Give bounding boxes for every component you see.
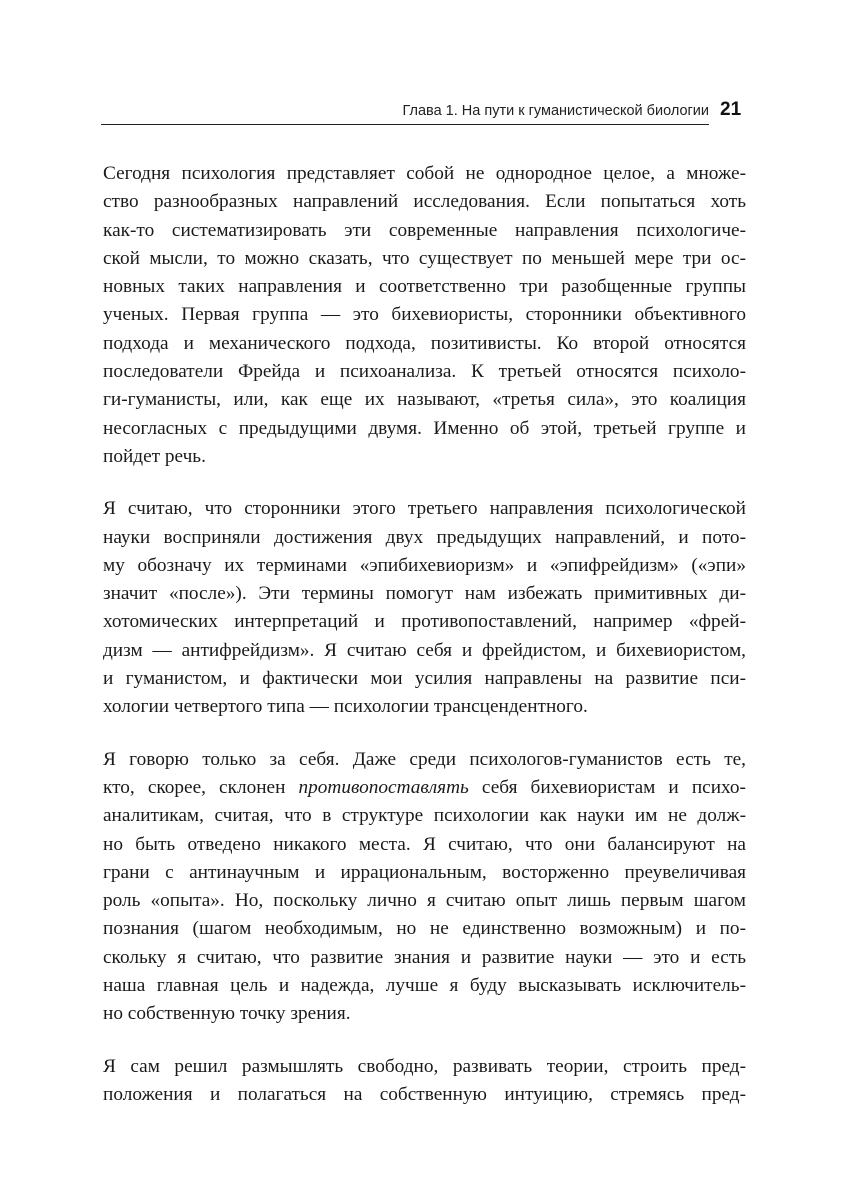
text-line: скольку я считаю, что развитие знания и развитие науки — это и есть (103, 946, 746, 968)
text-line: ученых. Первая группа — это бихевиористы, сторонники объективного (103, 304, 746, 326)
text-line: несогласных с предыдущими двумя. Именно об этой, третьей группе и (103, 417, 746, 439)
body-text (103, 160, 746, 1133)
text-line: аналитикам, считая, что в структуре психологии как науки им не долж- (103, 805, 746, 827)
text-line-with-emphasis (103, 774, 746, 802)
text-line: науки восприняли достижения двух предыдущих направлений, и пото- (103, 526, 746, 548)
text-line: но собственную точку зрения. (103, 1003, 351, 1025)
text-line: познания (шагом необходимым, но не единственно возможным) и по- (103, 918, 746, 940)
paragraph-1 (103, 160, 746, 471)
text-line: подхода и механического подхода, позитивисты. Ко второй относятся (103, 332, 746, 354)
text-line: ги-гуманисты, или, как еще их называют, «третья сила», это коалиция (103, 389, 746, 411)
text-line: последователи Фрейда и психоанализа. К третьей относятся психоло- (103, 361, 746, 383)
text-line: Я сам решил размышлять свободно, развивать теории, строить пред- (103, 1055, 746, 1077)
text-line: хологии четвертого типа — психологии трансцендентного. (103, 696, 588, 718)
text-line: значит «после»). Эти термины помогут нам избежать примитивных ди- (103, 583, 746, 605)
text-line: как-то систематизировать эти современные направления психологиче- (103, 219, 746, 241)
text-line: дизм — антифрейдизм». Я считаю себя и фрейдистом, и бихевиористом, (103, 639, 746, 661)
text-line: наша главная цель и надежда, лучше я буду высказывать исключитель- (103, 975, 746, 997)
text-line: ство разнообразных направлений исследования. Если попытаться хоть (103, 191, 746, 213)
running-title: Глава 1. На пути к гуманистической биологии (402, 103, 709, 119)
text-line: грани с антинаучным и иррациональным, восторженно преувеличивая (103, 861, 746, 883)
text-segment: кто, скорее, склонен (103, 776, 299, 798)
text-line: Я считаю, что сторонники этого третьего направления психологической (103, 498, 746, 520)
paragraph-2 (103, 495, 746, 721)
emphasized-word: противопоставлять (298, 776, 469, 798)
page-number: 21 (720, 99, 742, 120)
text-line: новных таких направления и соответственно три разобщенные группы (103, 276, 746, 298)
text-line: но быть отведено никакого места. Я считаю, что они балансируют на (103, 833, 746, 855)
text-line: ской мысли, то можно сказать, что существует по меньшей мере три ос- (103, 247, 746, 269)
text-line: положения и полагаться на собственную интуицию, стремясь пред- (103, 1083, 746, 1105)
text-line: му обозначу их терминами «эпибихевиоризм» и «эпифрейдизм» («эпи» (103, 554, 746, 576)
text-line: хотомических интерпретаций и противопоставлений, например «фрей- (103, 611, 746, 633)
running-header (101, 96, 709, 125)
text-line: Я говорю только за себя. Даже среди психологов-гуманистов есть те, (103, 748, 746, 770)
text-line: Сегодня психология представляет собой не однородное целое, а множе- (103, 163, 746, 184)
text-line: роль «опыта». Но, поскольку лично я считаю опыт лишь первым шагом (103, 890, 746, 912)
text-segment: себя бихевиористам и психо- (468, 776, 746, 798)
paragraph-3 (103, 746, 746, 1029)
text-line: пойдет речь. (103, 445, 206, 467)
text-line: и гуманистом, и фактически мои усилия направлены на развитие пси- (103, 668, 746, 690)
paragraph-4 (103, 1053, 746, 1110)
